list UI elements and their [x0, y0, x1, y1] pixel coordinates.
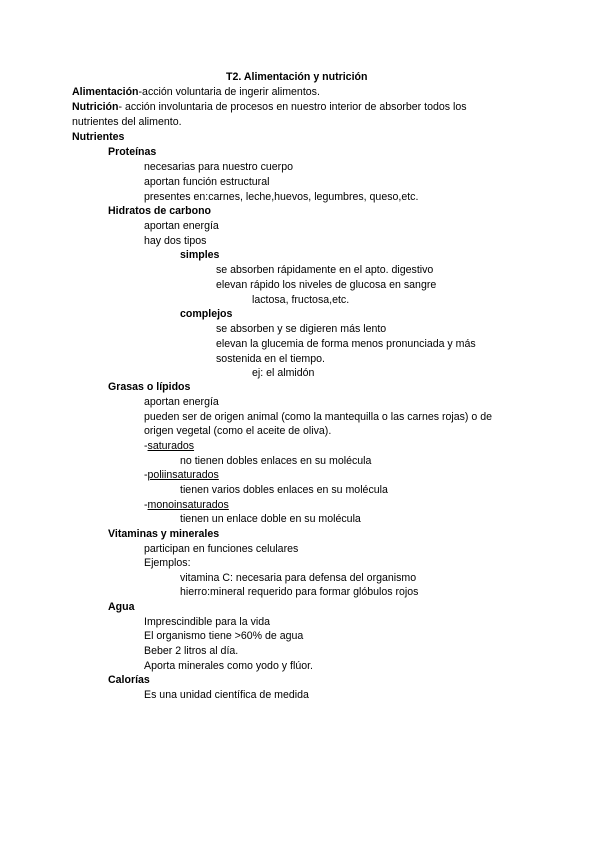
dash: - — [144, 469, 148, 481]
alimentacion-term: Alimentación — [72, 86, 139, 98]
list-item: Beber 2 litros al día. — [144, 645, 239, 657]
vitaminas-example: hierro:mineral requerido para formar glóbulos rojos — [180, 586, 419, 598]
monoinsaturados-term: monoinsaturados — [147, 499, 229, 511]
calorias-heading: Calorías — [108, 674, 150, 686]
alimentacion-def: -acción voluntaria de ingerir alimentos. — [138, 86, 320, 98]
list-item: hay dos tipos — [144, 235, 207, 247]
monoinsaturados-label — [144, 498, 229, 512]
list-item: aportan energía — [144, 220, 219, 232]
list-item: pueden ser de origen animal (como la mantequilla o las carnes rojas) o de — [144, 411, 493, 423]
saturados-label — [144, 439, 194, 453]
grasas-heading: Grasas o lípidos — [108, 381, 191, 393]
dash: - — [144, 499, 148, 511]
poliinsaturados-desc: tienen varios dobles enlaces en su molécula — [180, 484, 388, 496]
list-item: Aporta minerales como yodo y flúor. — [144, 660, 313, 672]
list-item: El organismo tiene >60% de agua — [144, 630, 304, 642]
nutricion-term: Nutrición — [72, 101, 119, 113]
simples-heading: simples — [180, 249, 220, 261]
complejos-example: ej: el almidón — [252, 367, 315, 379]
list-item: Ejemplos: — [144, 557, 191, 569]
list-item: presentes en:carnes, leche,huevos, legumbres, queso,etc. — [144, 191, 419, 203]
nutricion-definition — [72, 100, 467, 114]
nutricion-def-line2: nutrientes del alimento. — [72, 116, 182, 128]
list-item: elevan rápido los niveles de glucosa en sangre — [216, 279, 437, 291]
saturados-desc: no tienen dobles enlaces en su molécula — [180, 455, 372, 467]
agua-heading: Agua — [108, 601, 135, 613]
list-item: necesarias para nuestro cuerpo — [144, 161, 293, 173]
list-item: elevan la glucemia de forma menos pronunciada y más — [216, 338, 476, 350]
poliinsaturados-label — [144, 468, 219, 482]
list-item: participan en funciones celulares — [144, 543, 299, 555]
page-title: T2. Alimentación y nutrición — [226, 71, 368, 83]
poliinsaturados-term: poliinsaturados — [147, 469, 219, 481]
list-item: Imprescindible para la vida — [144, 616, 271, 628]
hidratos-heading: Hidratos de carbono — [108, 205, 212, 217]
list-item: se absorben y se digieren más lento — [216, 323, 387, 335]
list-item: Es una unidad científica de medida — [144, 689, 309, 701]
list-item: aportan función estructural — [144, 176, 270, 188]
monoinsaturados-desc: tienen un enlace doble en su molécula — [180, 513, 361, 525]
list-item: sostenida en el tiempo. — [216, 353, 325, 365]
vitaminas-example: vitamina C: necesaria para defensa del organismo — [180, 572, 417, 584]
list-item: se absorben rápidamente en el apto. digestivo — [216, 264, 434, 276]
list-item: origen vegetal (como el aceite de oliva). — [144, 425, 332, 437]
saturados-term: saturados — [147, 440, 195, 452]
vitaminas-heading: Vitaminas y minerales — [108, 528, 220, 540]
complejos-heading: complejos — [180, 308, 233, 320]
dash: - — [144, 440, 148, 452]
nutrientes-heading: Nutrientes — [72, 131, 125, 143]
alimentacion-definition — [72, 85, 320, 99]
proteinas-heading: Proteínas — [108, 146, 157, 158]
simples-example: lactosa, fructosa,etc. — [252, 294, 350, 306]
nutricion-def-line1: - acción involuntaria de procesos en nuestro interior de absorber todos los — [118, 101, 467, 113]
list-item: aportan energía — [144, 396, 219, 408]
